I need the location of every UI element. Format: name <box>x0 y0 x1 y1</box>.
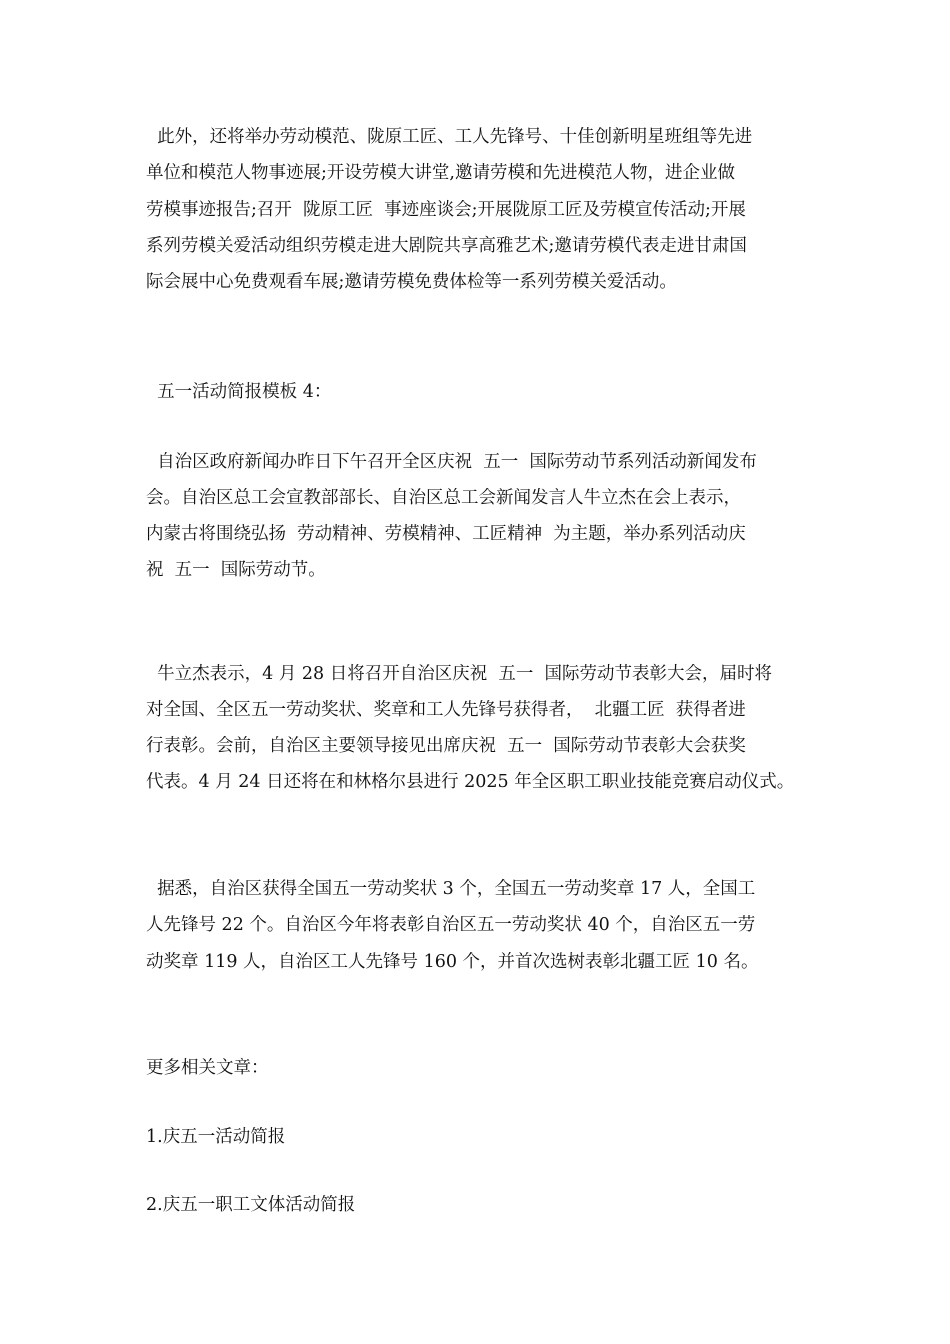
related-article-link-1[interactable]: 1.庆五一活动简报 <box>146 1127 286 1147</box>
paragraph-1-line-1: 此外，还将举办劳动模范、陇原工匠、工人先锋号、十佳创新明星班组等先进 <box>146 127 753 147</box>
paragraph-2-line-2: 会。自治区总工会宣教部部长、自治区总工会新闻发言人牛立杰在会上表示， <box>146 488 741 508</box>
more-articles-heading: 更多相关文章： <box>146 1058 269 1078</box>
paragraph-3-line-2: 对全国、全区五一劳动奖状、奖章和工人先锋号获得者， 北疆工匠 获得者进 <box>146 700 746 720</box>
paragraph-2-line-3: 内蒙古将围绕弘扬 劳动精神、劳模精神、工匠精神 为主题，举办系列活动庆 <box>146 524 746 544</box>
paragraph-1-line-2: 单位和模范人物事迹展;开设劳模大讲堂,邀请劳模和先进模范人物，进企业做 <box>146 163 735 183</box>
paragraph-3-line-3: 行表彰。会前，自治区主要领导接见出席庆祝 五一 国际劳动节表彰大会获奖 <box>146 736 746 756</box>
paragraph-1-line-3: 劳模事迹报告;召开 陇原工匠 事迹座谈会;开展陇原工匠及劳模宣传活动;开展 <box>146 200 746 220</box>
paragraph-4-line-1: 据悉，自治区获得全国五一劳动奖状 3 个，全国五一劳动奖章 17 人，全国工 <box>146 879 756 899</box>
paragraph-2-line-4: 祝 五一 国际劳动节。 <box>146 560 326 580</box>
paragraph-4-line-3: 动奖章 119 人，自治区工人先锋号 160 个，并首次选树表彰北疆工匠 10 名。 <box>146 952 759 972</box>
paragraph-1-line-4: 系列劳模关爱活动组织劳模走进大剧院共享高雅艺术;邀请劳模代表走进甘肃国 <box>146 236 747 256</box>
paragraph-2-line-1: 自治区政府新闻办昨日下午召开全区庆祝 五一 国际劳动节系列活动新闻发布 <box>146 452 757 472</box>
paragraph-4-line-2: 人先锋号 22 个。自治区今年将表彰自治区五一劳动奖状 40 个，自治区五一劳 <box>146 915 756 935</box>
paragraph-3-line-4: 代表。4 月 24 日还将在和林格尔县进行 2025 年全区职工职业技能竞赛启动仪式。 <box>146 772 795 792</box>
paragraph-1-line-5: 际会展中心免费观看车展;邀请劳模免费体检等一系列劳模关爱活动。 <box>146 272 677 292</box>
section-heading: 五一活动简报模板 4： <box>146 382 332 402</box>
paragraph-3-line-1: 牛立杰表示，4 月 28 日将召开自治区庆祝 五一 国际劳动节表彰大会，届时将 <box>146 664 772 684</box>
related-article-link-2[interactable]: 2.庆五一职工文体活动简报 <box>146 1195 356 1215</box>
